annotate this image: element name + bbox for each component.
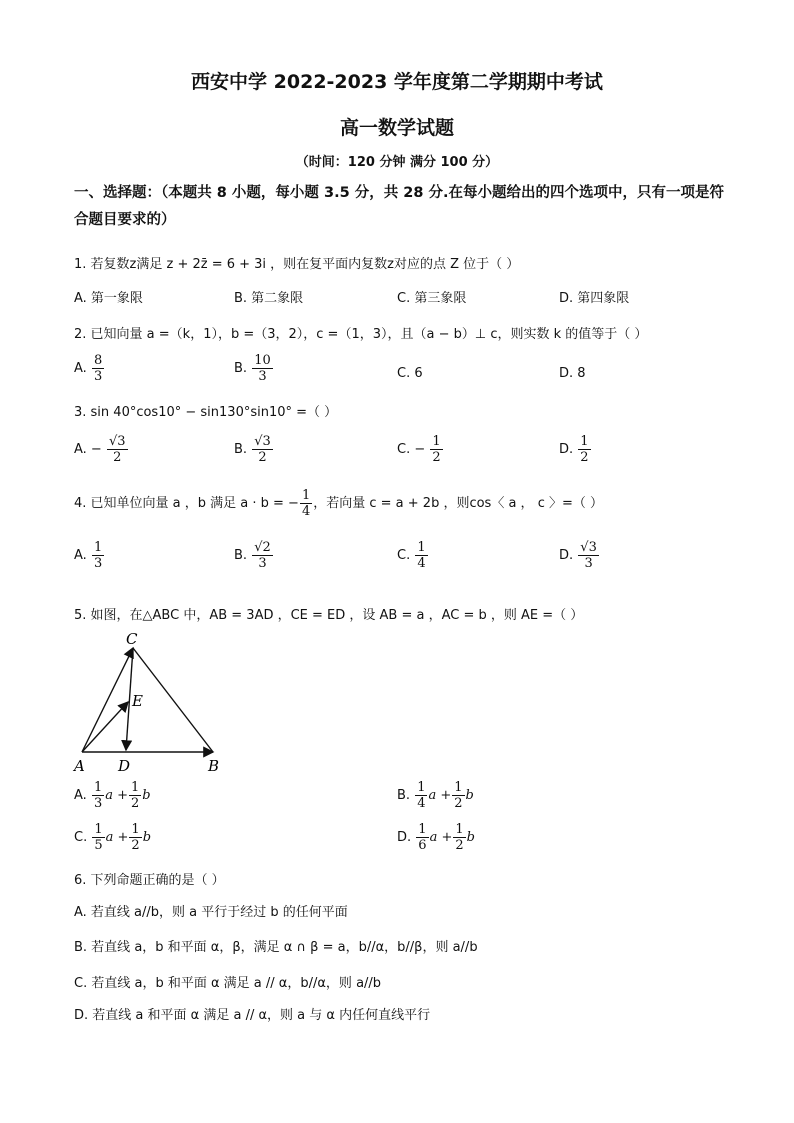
question-3-option-c: C. − $\frac{1}{2}$	[397, 434, 441, 465]
question-2-option-d: D. 8	[559, 366, 586, 381]
fraction: $\frac{1}{3}$	[93, 540, 103, 571]
fraction: $\frac{1}{4}$	[301, 488, 311, 519]
question-5-stem: 5. 如图，在△ABC 中，AB = 3AD ，CE = ED ，设 AB = a ，AC = b ，则 AE =（ ）	[74, 608, 584, 623]
question-4-option-b: B. $\frac{√2}{3}$	[234, 540, 271, 571]
question-6-option-d: D. 若直线 a 和平面 α 满足 a // α，则 a 与 α 内任何直线平行	[74, 1008, 431, 1023]
label-c: C	[126, 630, 138, 648]
fraction: $\frac{1}{2}$	[455, 822, 464, 853]
question-5-option-d: D. $\frac{1}{6}$ a + $\frac{1}{2}$ b	[397, 822, 475, 853]
question-1-option-a: A. 第一象限	[74, 291, 143, 306]
question-3-stem: 3. sin 40°cos10° − sin130°sin10° =（ ）	[74, 405, 338, 420]
question-2-option-c: C. 6	[397, 366, 423, 381]
fraction: $\frac{1}{2}$	[432, 434, 441, 465]
exam-info: （时间：120 分钟 满分 100 分）	[295, 155, 499, 170]
fraction: $\frac{√2}{3}$	[254, 540, 271, 571]
question-2-stem: 2. 已知向量 a =（k，1），b =（3，2），c =（1，3），且（a − b）⊥ c，则实数 k 的值等于（ ）	[74, 327, 648, 342]
triangle-figure	[70, 630, 230, 778]
fraction: $\frac{√3}{3}$	[580, 540, 597, 571]
question-3-option-d: D. $\frac{1}{2}$	[559, 434, 589, 465]
question-4-stem: 4. 已知单位向量 a ，b 满足 a · b = − $\frac{1}{4}$ ，若向量 c = a + 2b ，则cos〈 a ， c 〉=（ ）	[74, 488, 603, 519]
fraction: $\frac{1}{3}$	[93, 780, 103, 811]
label-d: D	[118, 757, 131, 775]
question-4-option-c: C. $\frac{1}{4}$	[397, 540, 426, 571]
question-1-option-b: B. 第二象限	[234, 291, 304, 306]
question-6-option-a: A. 若直线 a//b，则 a 平行于经过 b 的任何平面	[74, 905, 348, 920]
question-2-option-a: A. $\frac{8}{3}$	[74, 353, 103, 384]
question-2-option-b: B. $\frac{10}{3}$	[234, 353, 271, 384]
fraction: $\frac{1}{2}$	[454, 780, 463, 811]
question-1-option-c: C. 第三象限	[397, 291, 467, 306]
segment-ae	[82, 702, 128, 752]
segment-cb	[133, 648, 213, 752]
fraction: $\frac{1}{6}$	[418, 822, 427, 853]
label-b: B	[208, 757, 220, 775]
label-a: A	[74, 757, 85, 775]
question-5-option-c: C. $\frac{1}{5}$ a + $\frac{1}{2}$ b	[74, 822, 152, 853]
question-3-option-b: B. $\frac{√3}{2}$	[234, 434, 271, 465]
fraction: $\frac{1}{2}$	[580, 434, 589, 465]
fraction: $\frac{1}{4}$	[417, 540, 426, 571]
question-1-stem: 1. 若复数z满足 z + 2z̄ = 6 + 3i ，则在复平面内复数z对应的点 Z 位于（ ）	[74, 257, 520, 272]
label-e: E	[132, 692, 143, 710]
question-5-option-a: A. $\frac{1}{3}$ a + $\frac{1}{2}$ b	[74, 780, 151, 811]
fraction: $\frac{√3}{2}$	[108, 434, 126, 465]
fraction: $\frac{1}{2}$	[131, 822, 140, 853]
question-6-option-c: C. 若直线 a，b 和平面 α 满足 a // α，b//α，则 a//b	[74, 976, 382, 991]
fraction: $\frac{1}{4}$	[417, 780, 426, 811]
fraction: $\frac{1}{2}$	[131, 780, 140, 811]
question-6-option-b: B. 若直线 a，b 和平面 α，β，满足 α ∩ β = a，b//α，b//β，则 a//b	[74, 940, 478, 955]
section-heading: 一、选择题：（本题共 8 小题，每小题 3.5 分，共 28 分.在每小题给出的四个选项中，只有一项是符合题目要求的）	[74, 185, 724, 228]
question-6-stem: 6. 下列命题正确的是（ ）	[74, 873, 225, 888]
exam-subtitle: 高一数学试题	[339, 117, 454, 139]
exam-title: 西安中学 2022-2023 学年度第二学期期中考试	[191, 71, 603, 93]
question-5-option-b: B. $\frac{1}{4}$ a + $\frac{1}{2}$ b	[397, 780, 474, 811]
fraction: $\frac{1}{5}$	[94, 822, 103, 853]
segment-ac	[82, 648, 133, 752]
question-4-option-a: A. $\frac{1}{3}$	[74, 540, 103, 571]
fraction: $\frac{8}{3}$	[93, 353, 103, 384]
fraction: $\frac{10}{3}$	[254, 353, 271, 384]
question-1-option-d: D. 第四象限	[559, 291, 630, 306]
question-3-option-a: A. − $\frac{√3}{2}$	[74, 434, 126, 465]
fraction: $\frac{√3}{2}$	[254, 434, 271, 465]
question-4-option-d: D. $\frac{√3}{3}$	[559, 540, 597, 571]
